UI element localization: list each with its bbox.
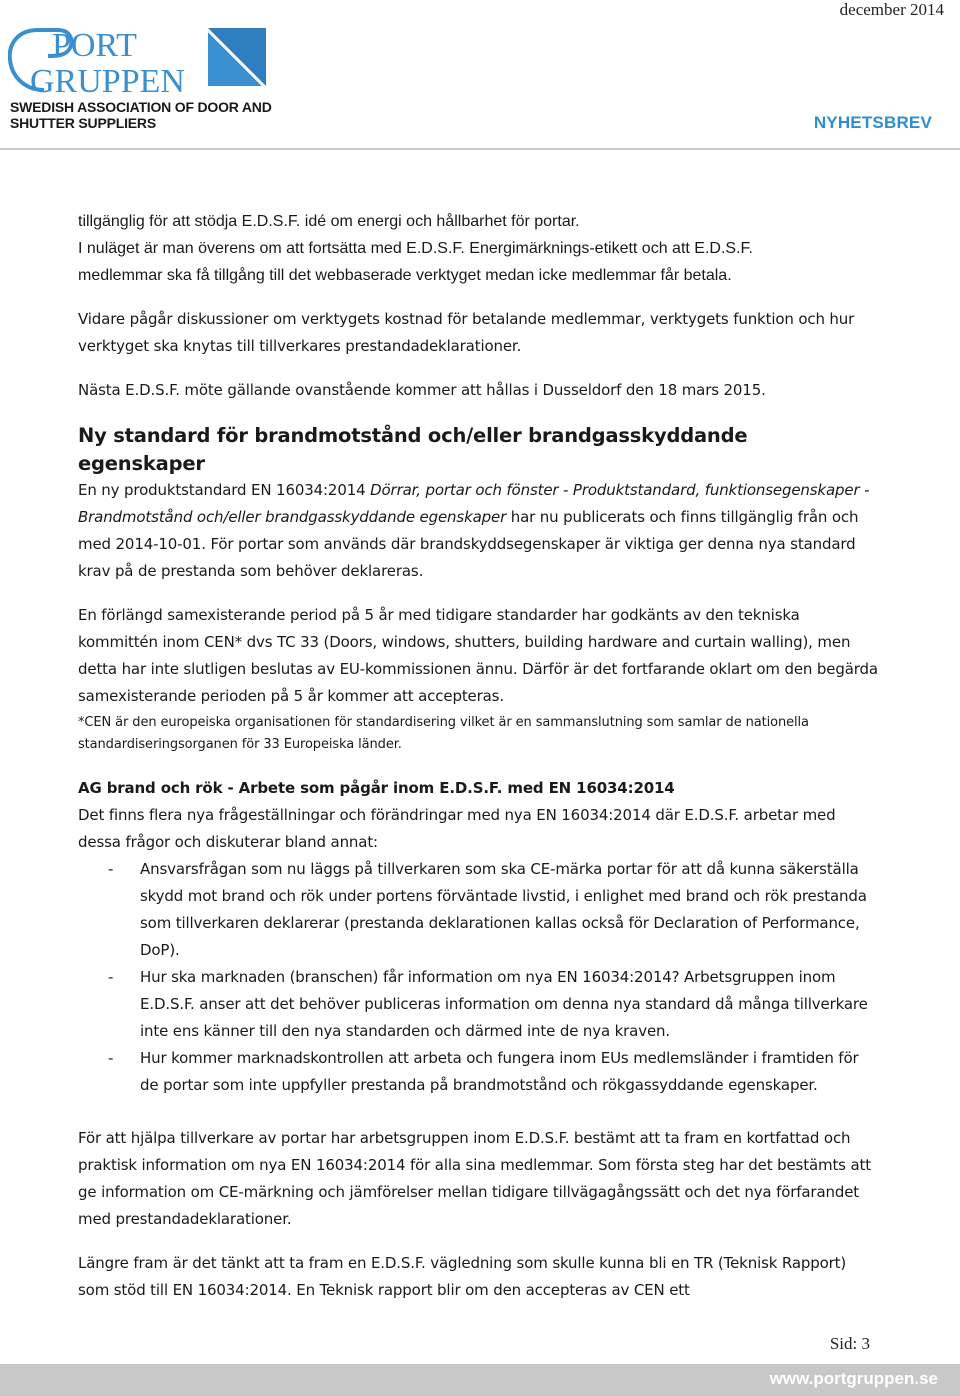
footer-website-link[interactable]: www.portgruppen.se (769, 1369, 938, 1388)
intro-paragraph (78, 208, 878, 289)
logo-mark-icon (8, 26, 268, 98)
standard-paragraph (78, 477, 878, 585)
ag-intro-paragraph: Det finns flera nya frågeställningar och förändringar med nya EN 16034:2014 där E.D.S.F. arbetar med dessa frågor och diskuterar bland annat: (78, 806, 836, 851)
logo-tagline-line-1: SWEDISH ASSOCIATION OF DOOR AND (10, 99, 272, 115)
header-divider (0, 148, 960, 150)
discussion-paragraph: Vidare pågår diskussioner om verktygets kostnad för betalande medlemmar, verktygets funktion och hur verktyget ska knytas till tillverkares prestandadeklarationer. (78, 310, 855, 355)
logo-top-text: PORT (52, 27, 137, 64)
list-item (78, 856, 878, 964)
help-paragraph: För att hjälpa tillverkare av portar har arbetsgruppen inom E.D.S.F. bestämt att ta fram en kortfattad och praktisk information om nya EN 16034:2014 för alla sina medlemmar. Som första steg har det bestämts att ge information om CE-märkning och jämförelser mellan tidigare tillvägagångssätt och det nya förfarandet med prestandadeklarationer. (78, 1129, 871, 1228)
list-item (78, 1045, 878, 1099)
cen-footnote: *CEN är den europeiska organisationen för standardisering vilket är en sammanslutning som samlar de nationella standardiseringsorganen för 33 Europeiska länder. (78, 715, 809, 752)
issue-date: december 2014 (839, 0, 944, 19)
coexistence-paragraph: En förlängd samexisterande period på 5 år med tidigare standarder har godkänts av den tekniska kommittén inom CEN* dvs TC 33 (Doors, windows, shutters, building hardware and curtain walling), men detta har inte slutligen beslutas av EU-kommissionen ännu. Därför är det fortfarande oklart om den begärda samexisterande perioden på 5 år kommer att accepteras. (78, 606, 878, 705)
page-number: Sid: 3 (829, 1334, 870, 1353)
standard-text-start: En ny produktstandard EN 16034:2014 (78, 481, 371, 499)
intro-line: medlemmar ska få tillgång till det webbaserade verktyget medan icke medlemmar får betala. (78, 267, 732, 284)
section-heading-standard: Ny standard för brandmotstånd och/eller brandgasskyddande egenskaper (78, 424, 748, 475)
standard-text-end: har nu publicerats och finns tillgänglig från och med 2014-10-01. För portar som används där brandskyddsegenskaper är viktiga ger denna nya standard krav på de prestanda som behöver deklareras. (78, 508, 859, 580)
issue-list (78, 856, 878, 1099)
list-item-text: Hur ska marknaden (branschen) får information om nya EN 16034:2014? Arbetsgruppen inom E.D.S.F. anser att det behöver publiceras information om denna nya standard då många tillverkare inte ens känner till den nya standarden och därmed inte de nya kraven. (140, 968, 868, 1040)
section-heading-ag-brand: AG brand och rök - Arbete som pågår inom E.D.S.F. med EN 16034:2014 (78, 779, 675, 797)
list-dash: - (108, 860, 114, 878)
logo-bottom-text: GRUPPEN (30, 63, 185, 98)
logo-tagline-line-2: SHUTTER SUPPLIERS (10, 115, 156, 131)
intro-line: tillgänglig för att stödja E.D.S.F. idé om energi och hållbarhet för portar. (78, 213, 580, 230)
logo-tagline (10, 99, 272, 131)
next-meeting-paragraph: Nästa E.D.S.F. möte gällande ovanstående kommer att hållas i Dusseldorf den 18 mars 2015. (78, 381, 766, 399)
list-dash: - (108, 1049, 114, 1067)
list-item-text: Ansvarsfrågan som nu läggs på tillverkaren som ska CE-märka portar för att då kunna säkerställa skydd mot brand och rök under portens förväntade livstid, i enlighet med brand och rök prestanda som tillverkaren deklarerar (prestanda deklarationen kallas också för Declaration of Performance, DoP). (140, 860, 867, 959)
intro-line: I nuläget är man överens om att fortsätta med E.D.S.F. Energimärknings-etikett och att E.D.S.F. (78, 240, 753, 257)
list-dash: - (108, 968, 114, 986)
list-item (78, 964, 878, 1045)
standard-title-italic: Dörrar, portar och fönster - Produktstandard, funktionsegenskaper - Brandmotstånd och/eller brandgasskyddande egenskaper (78, 481, 870, 526)
future-paragraph: Längre fram är det tänkt att ta fram en E.D.S.F. vägledning som skulle kunna bli en TR (Teknisk Rapport) som stöd till EN 16034:2014. En Teknisk rapport blir om den accepteras av CEN ett (78, 1254, 847, 1299)
list-item-text: Hur kommer marknadskontrollen att arbeta och fungera inom EUs medlemsländer i framtiden för de portar som inte uppfyller prestanda på brandmotstånd och rökgassyddande egenskaper. (140, 1049, 859, 1094)
newsletter-label: NYHETSBREV (813, 113, 932, 132)
article-body (78, 208, 878, 1304)
